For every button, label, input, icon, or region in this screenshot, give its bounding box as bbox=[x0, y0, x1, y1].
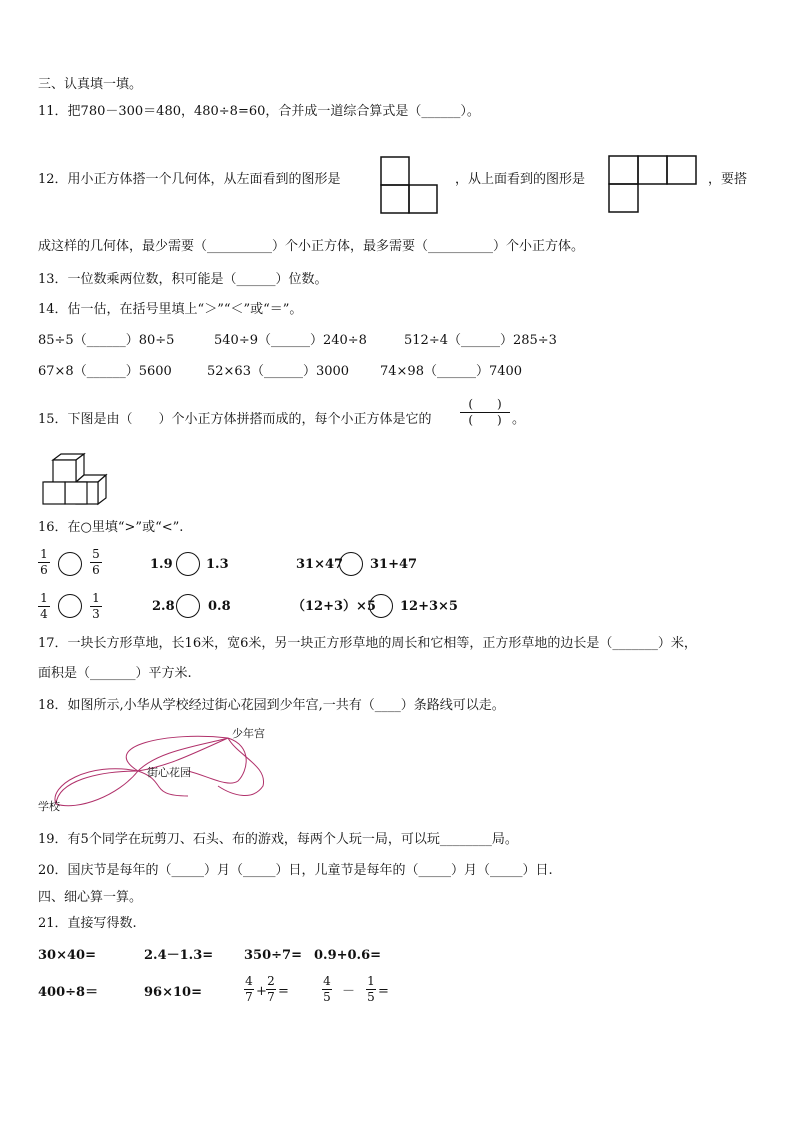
denominator: 5 bbox=[323, 990, 331, 1004]
question-12-part-a: 12．用小正方体搭一个几何体，从左面看到的图形是 bbox=[38, 172, 341, 187]
numerator: 1 bbox=[40, 547, 48, 561]
q16-value: 0.8 bbox=[208, 599, 231, 614]
fraction bbox=[38, 548, 50, 577]
question-16: 16．在○里填“>”或“<”. bbox=[38, 520, 184, 535]
q16-value: 1.9 bbox=[150, 557, 173, 572]
fraction bbox=[90, 592, 102, 621]
equals-sign: = bbox=[278, 984, 289, 999]
question-17-line-2: 面积是（_______）平方米. bbox=[38, 666, 192, 681]
question-17-line-1: 17．一块长方形草地，长16米，宽6米，另一块正方形草地的周长和它相等，正方形草地的边长是（_______）米， bbox=[38, 636, 697, 651]
q14-item: 74×98（______）7400 bbox=[380, 364, 523, 379]
question-11: 11．把780－300＝480，480÷8=60，合并成一道综合算式是（______）。 bbox=[38, 104, 480, 119]
q14-item: 52×63（______）3000 bbox=[207, 364, 350, 379]
compare-circle[interactable] bbox=[339, 552, 363, 576]
q14-item: 67×8（______）5600 bbox=[38, 364, 172, 379]
fraction bbox=[38, 592, 50, 621]
numerator: 4 bbox=[323, 974, 331, 988]
question-19: 19．有5个同学在玩剪刀、石头、布的游戏，每两个人玩一局，可以玩________局。 bbox=[38, 832, 518, 847]
fraction bbox=[322, 975, 332, 1004]
fraction bbox=[366, 975, 376, 1004]
question-13: 13．一位数乘两位数，积可能是（______）位数。 bbox=[38, 272, 328, 287]
numerator: 5 bbox=[92, 547, 100, 561]
compare-circle[interactable] bbox=[176, 594, 200, 618]
calc-item: 2.4－1.3= bbox=[144, 948, 214, 963]
calc-item: 0.9+0.6= bbox=[314, 948, 382, 963]
question-12-part-c: ，要搭 bbox=[708, 172, 748, 187]
numerator: 4 bbox=[245, 974, 253, 988]
compare-circle[interactable] bbox=[176, 552, 200, 576]
operator: － bbox=[342, 984, 356, 999]
calc-item: 96×10= bbox=[144, 985, 202, 1000]
equals-sign: = bbox=[378, 984, 389, 999]
numerator: 1 bbox=[367, 974, 375, 988]
label-school: 学校 bbox=[38, 800, 60, 813]
question-21: 21．直接写得数. bbox=[38, 916, 137, 931]
numerator: 1 bbox=[40, 591, 48, 605]
q15-fraction-blank bbox=[460, 398, 510, 427]
question-18: 18．如图所示,小华从学校经过街心花园到少年宫,一共有（____）条路线可以走。 bbox=[38, 698, 505, 713]
q16-value: 31+47 bbox=[370, 557, 418, 572]
question-15: 15．下图是由（ ）个小正方体拼搭而成的，每个小正方体是它的 bbox=[38, 412, 432, 427]
calc-item: 350÷7= bbox=[244, 948, 302, 963]
fraction bbox=[244, 975, 254, 1004]
left-view-figure bbox=[380, 156, 440, 214]
denominator: 6 bbox=[92, 563, 100, 577]
section-4-heading: 四、细心算一算。 bbox=[38, 890, 143, 905]
compare-circle[interactable] bbox=[369, 594, 393, 618]
question-12-part-b: ，从上面看到的图形是 bbox=[455, 172, 586, 187]
q14-item: 540÷9（______）240÷8 bbox=[214, 333, 367, 348]
numerator: 2 bbox=[267, 974, 275, 988]
q16-value: （12+3）×5 bbox=[292, 599, 376, 614]
calc-item: 30×40= bbox=[38, 948, 96, 963]
question-20: 20．国庆节是每年的（_____）月（_____）日，儿童节是每年的（_____）月（_____）日. bbox=[38, 863, 553, 878]
label-youth-palace: 少年宫 bbox=[232, 727, 265, 740]
compare-circle[interactable] bbox=[58, 594, 82, 618]
denominator: 7 bbox=[267, 990, 275, 1004]
denominator: 6 bbox=[40, 563, 48, 577]
denominator: 7 bbox=[245, 990, 253, 1004]
q16-value: 1.3 bbox=[206, 557, 229, 572]
q14-item: 85÷5（______）80÷5 bbox=[38, 333, 175, 348]
operator: + bbox=[256, 984, 267, 999]
cube-stack-figure bbox=[40, 452, 110, 512]
top-view-figure bbox=[608, 155, 698, 213]
section-3-heading: 三、认真填一填。 bbox=[38, 77, 143, 92]
label-garden: 街心花园 bbox=[147, 766, 191, 779]
q15-end: 。 bbox=[512, 412, 526, 427]
q14-item: 512÷4（______）285÷3 bbox=[404, 333, 557, 348]
denominator: 5 bbox=[367, 990, 375, 1004]
compare-circle[interactable] bbox=[58, 552, 82, 576]
numerator: 1 bbox=[92, 591, 100, 605]
fraction bbox=[266, 975, 276, 1004]
q15-numerator: ( ) bbox=[468, 397, 502, 411]
question-12-part-d: 成这样的几何体，最少需要（__________）个小正方体，最多需要（__________）个小正方体。 bbox=[38, 239, 585, 254]
denominator: 4 bbox=[40, 607, 48, 621]
q16-value: 12+3×5 bbox=[400, 599, 458, 614]
question-14: 14．估一估，在括号里填上“＞”“＜”或“＝”。 bbox=[38, 302, 303, 317]
denominator: 3 bbox=[92, 607, 100, 621]
q16-value: 31×47 bbox=[296, 557, 344, 572]
q16-value: 2.8 bbox=[152, 599, 175, 614]
fraction bbox=[90, 548, 102, 577]
calc-item: 400÷8＝ bbox=[38, 985, 99, 1000]
q15-denominator: ( ) bbox=[468, 413, 502, 427]
